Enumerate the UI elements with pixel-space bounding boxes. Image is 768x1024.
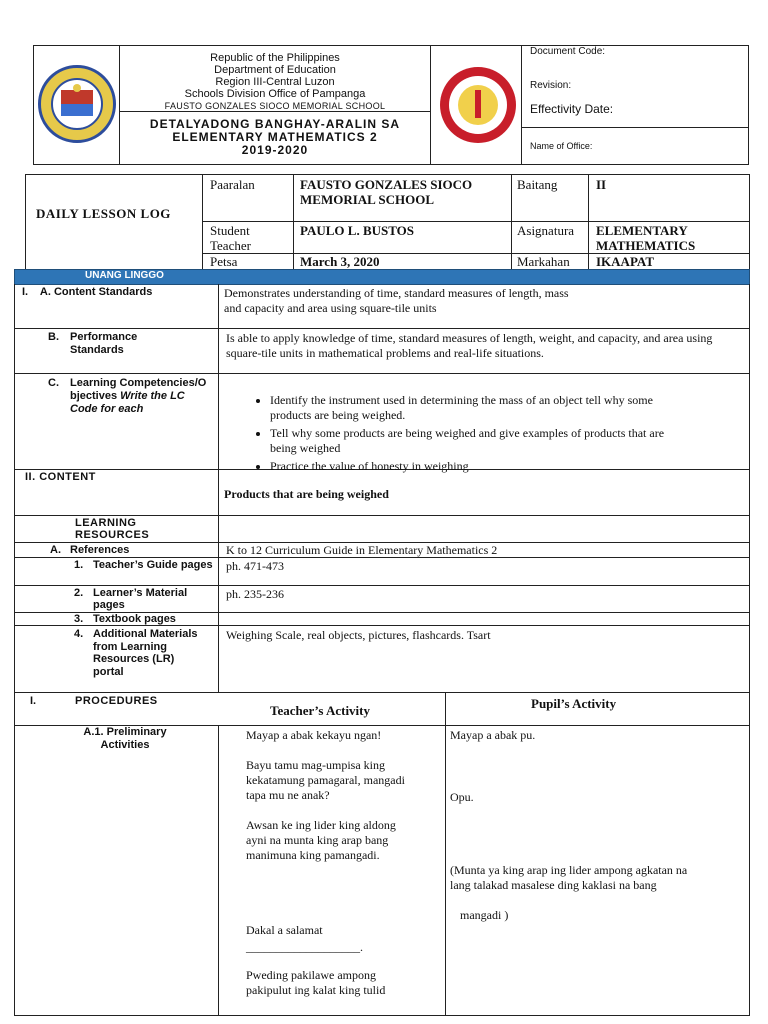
pupil-line: Mayap a abak pu. [450,728,536,742]
header-hline-right [521,127,749,128]
teacher-line: Bayu tamu mag-umpisa king kekatamung pamagaral, mangadi tapa mu ne anak? [246,758,405,802]
markahan-value: IKAAPAT [596,254,655,269]
pupil-line: mangadi ) [460,908,509,922]
textbook-number: 3. [74,613,84,625]
document-code-label: Document Code: [530,46,606,57]
name-of-office-label: Name of Office: [530,141,593,151]
pupil-line: Opu. [450,790,474,804]
asignatura-value: ELEMENTARY MATHEMATICS [596,223,696,253]
competencies-list [224,393,674,477]
header-line-division: Schools Division Office of Pampanga [184,88,366,100]
teacher-line: Awsan ke ing lider king aldong ayni na munta king arap bang manimuna king pamangadi. [246,818,396,862]
competencies-number: C. [48,377,59,389]
learners-material-number: 2. [74,587,84,599]
student-teacher-label: Student Teacher [210,223,251,253]
student-teacher-value: PAULO L. BUSTOS [300,223,415,238]
header-divider-3 [521,45,522,165]
competencies-label [70,377,212,416]
header-title-line-2: ELEMENTARY MATHEMATICS 2 [172,130,378,144]
teacher-line: Dakal a salamat [246,923,323,937]
content-text: Products that are being weighed [224,487,389,501]
teacher-activity-header: Teacher’s Activity [270,703,371,718]
textbook-label: Textbook pages [93,613,176,625]
header-line-region: Region III-Central Luzon [215,76,335,88]
procedures-label: PROCEDURES [75,695,158,707]
learners-material-label: Learner’s Material pages [93,587,188,611]
header-line-school: FAUSTO GONZALES SIOCO MEMORIAL SCHOOL [164,101,386,111]
baitang-label: Baitang [517,177,558,192]
teacher-line: Pweding pakilawe ampong pakipulut ing kalat king tulid [246,968,386,997]
baitang-value: II [596,177,607,192]
competency-item: • Practice the value of honesty in weighing [270,459,674,474]
school-seal-icon [440,67,516,143]
header-agency-lines [120,52,430,112]
learning-resources-label: LEARNING RESOURCES [75,517,150,541]
content-standards-text: Demonstrates understanding of time, standard measures of length, mass and capacity and area using square-tile units [224,286,569,315]
markahan-label: Markahan [517,254,570,269]
competencies-label-text: Learning Competencies/Objectives [70,377,207,402]
revision-label: Revision: [530,80,572,91]
procedures-number: I. [30,695,37,707]
header-title [120,118,430,157]
competencies-lc-code-note: Write the LC Code for each [70,390,185,415]
references-text: K to 12 Curriculum Guide in Elementary Mathematics 2 [226,543,498,557]
effectivity-date-label: Effectivity Date: [530,102,614,116]
header-title-line-1: DETALYADONG BANGHAY-ARALIN SA [149,117,401,131]
teacher-line: ___________________. [246,940,363,954]
header-line-deped: Department of Education [214,64,336,76]
competency-item: • Tell why some products are being weighed and give examples of products that are being weighed [270,426,674,456]
competency-item: • Identify the instrument used in determining the mass of an object tell why some products are being weighed. [270,393,674,423]
week-bar-label: UNANG LINGGO [85,270,164,281]
petsa-label: Petsa [210,254,238,269]
performance-number: B. [48,331,59,343]
paaralan-value: FAUSTO GONZALES SIOCO MEMORIAL SCHOOL [300,177,473,207]
content-standards-label: I. A. Content Standards [22,286,153,298]
references-number: A. [50,544,61,556]
additional-materials-text: Weighing Scale, real objects, pictures, flashcards. Tsart [226,628,491,642]
teachers-guide-label: Teacher’s Guide pages [93,559,213,571]
teachers-guide-text: ph. 471-473 [226,559,284,573]
additional-materials-label: Additional Materials from Learning Resources (LR) portal [93,628,198,678]
paaralan-label: Paaralan [210,177,255,192]
teacher-line: Mayap a abak kekayu ngan! [246,728,382,742]
content-label: II. CONTENT [25,471,96,483]
preliminary-activities-label: A.1. Preliminary Activities [83,726,167,751]
deped-seal-icon [38,65,116,143]
header-divider-2 [430,45,431,165]
pupil-line: (Munta ya king arap ing lider ampong agkatan na lang talakad masalese ding kaklasi na bang [450,863,688,892]
pupil-activity-header: Pupil’s Activity [531,696,617,711]
asignatura-label: Asignatura [517,223,575,238]
petsa-value: March 3, 2020 [300,254,380,269]
performance-text: Is able to apply knowledge of time, standard measures of length, weight, and capacity, and area using square-tile units in mathematical problems and real-life situations. [226,331,713,360]
additional-materials-number: 4. [74,628,84,640]
learners-material-text: ph. 235-236 [226,587,284,601]
performance-label: Performance Standards [70,331,138,356]
daily-lesson-log-title: DAILY LESSON LOG [36,206,171,221]
header-line-republic: Republic of the Philippines [210,52,340,64]
header-title-line-3: 2019-2020 [241,143,309,157]
references-label: References [70,544,130,556]
teachers-guide-number: 1. [74,559,84,571]
